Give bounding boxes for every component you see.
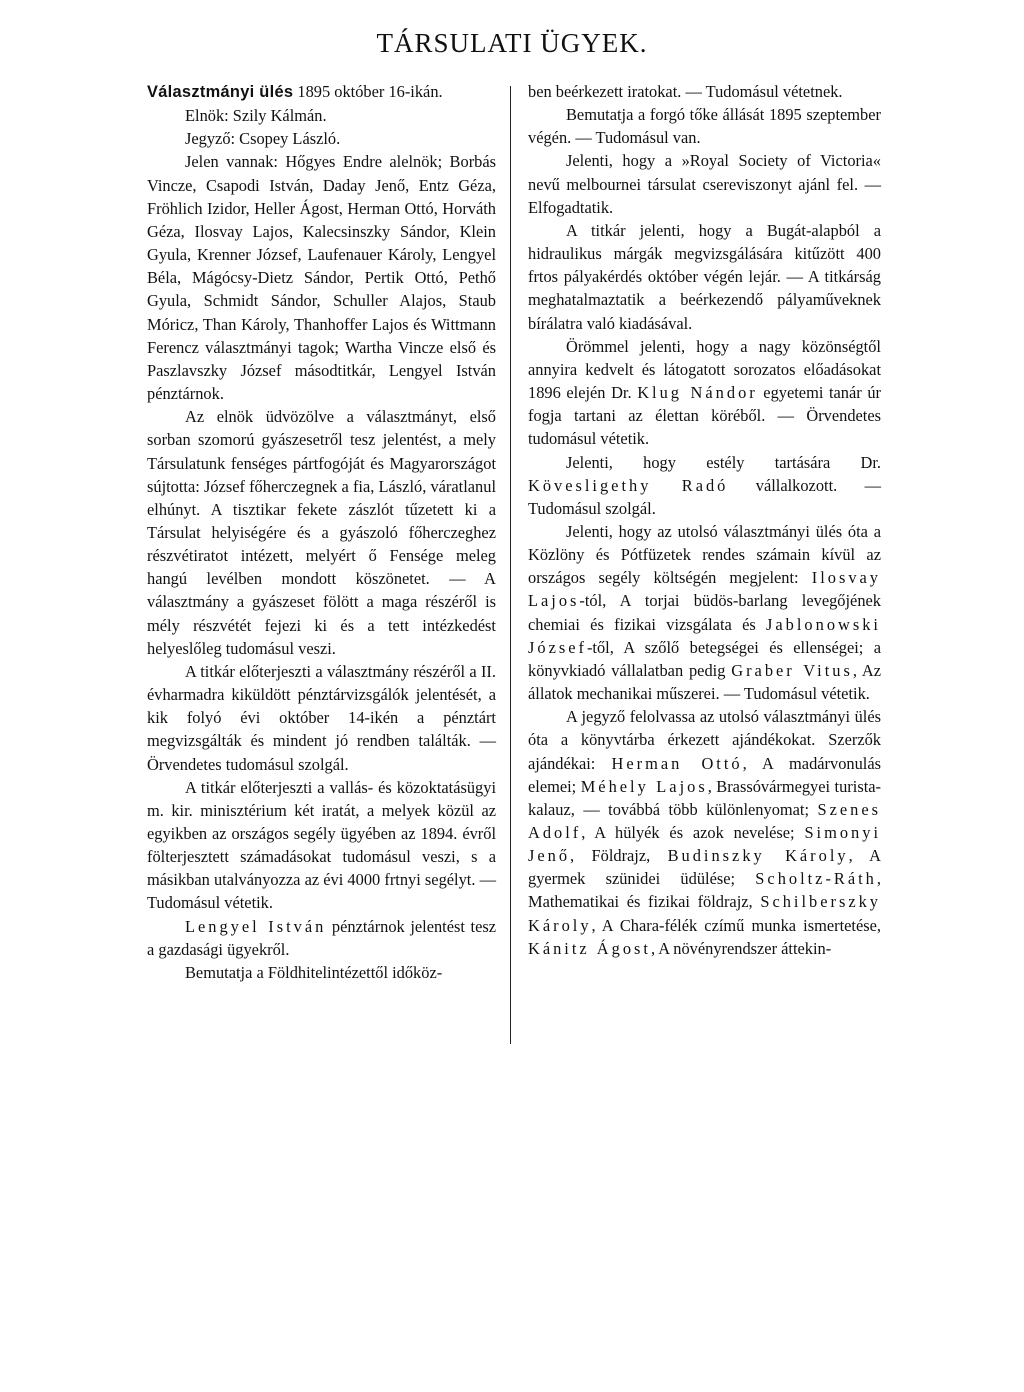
continued-paragraph: ben beérkezett iratokat. — Tudomásul vétetnek. (528, 82, 843, 101)
lib-text-h: , A Chara-félék czímű munka ismertetése, (591, 915, 881, 935)
lib-name-3: Szenes Adolf (528, 799, 881, 842)
klug-name: Klug Nándor (637, 383, 758, 403)
bugat-paragraph: A titkár jelenti, hogy a Bugát-alapból a hidraulikus márgák megvizsgálására kitűzött 400 frtos pályakérdés október végén lejár. — A titkárság meghatalmaztatik a beérkezendő pályaműveknek bírálatra való kiadásával. (528, 220, 881, 333)
lib-text-f: , A gyermek szünidei üdülése; (528, 846, 881, 889)
meeting-heading: Választmányi ülés (147, 83, 294, 101)
klug-text-a: Örömmel jelenti, hogy a nagy közönségtől annyira kedvelt és látogatott sorozatos előadásokat 1896 elején Dr. (528, 336, 881, 403)
pub-text-b: -tól, A torjai büdös-barlang levegőjének chemiai és fizikai vizsgálata és (528, 591, 881, 634)
pub-text-d: , Az állatok mechanikai műszerei. — Tudomásul vétetik. (528, 660, 881, 704)
right-column (528, 80, 881, 960)
ministry-paragraph: A titkár előterjeszti a vallás- és közoktatásügyi m. kir. minisztérium két iratát, a melyek közül az egyikben az országos segély ügyében az 1894. évről fölterjesztett számadásokat tudomásul veszi, s a másikban utalványozza az évi 4000 frtnyi segélyt. — Tudomásul vétetik. (147, 777, 496, 913)
evening-name: Kövesligethy Radó (528, 475, 729, 495)
evening-text-b: vállalkozott. — Tudomásul szolgál. (528, 475, 882, 518)
library-paragraph (528, 705, 881, 960)
lib-name-7: Schilberszky Károly (528, 892, 881, 935)
pub-name-2: Jablonowski József (528, 614, 881, 657)
lib-text-b: , A madárvonulás elemei; (528, 753, 881, 796)
treasurer-paragraph (147, 915, 496, 961)
lib-text-c: , Brassóvármegyei turista-kalauz, — továbbá több különlenyomat; (528, 776, 881, 819)
treasurer-name: Lengyel István (185, 916, 327, 936)
royal-society-paragraph: Jelenti, hogy a »Royal Society of Victoria« nevű melbournei társulat csereviszonyt ajánl fel. — Elfogadtatik. (528, 151, 881, 217)
lib-name-2: Méhely Lajos (580, 776, 708, 796)
treasurer-text: pénztárnok jelentést tesz a gazdasági ügyekről. (147, 916, 496, 959)
lib-name-1: Herman Ottó (611, 753, 743, 773)
pub-name-1: Ilosvay Lajos (528, 568, 881, 611)
evening-text-a: Jelenti, hogy estély tartására Dr. (566, 452, 881, 472)
secretary-line: Jegyző: Csopey László. (185, 129, 341, 149)
lib-text-a: A jegyző felolvassa az utolsó választmányi ülés óta a könyvtárba érkezett ajándékokat. Szerzők ajándékai: (528, 707, 881, 773)
lib-text-e: , Földrajz, (570, 846, 668, 866)
lib-name-4: Simonyi Jenő (528, 823, 881, 866)
land-bank-paragraph: Bemutatja a Földhitelintézettől időköz- (185, 962, 443, 982)
chair-line: Elnök: Szily Kálmán. (185, 106, 327, 126)
meeting-heading-paragraph (147, 80, 496, 104)
pub-text-c: -től, A szőlő betegségei és ellenségei; a könyvkiadó vállalatban pedig (528, 637, 881, 680)
publications-paragraph (528, 520, 881, 705)
evening-paragraph (528, 451, 881, 520)
present-paragraph: Jelen vannak: Hőgyes Endre alelnök; Borbás Vincze, Csapodi István, Daday Jenő, Entz Géza, Fröhlich Izidor, Heller Ágost, Herman Ottó, Horváth Géza, Ilosvay Lajos, Kalecsinszky Sándor, Klein Gyula, Krenner József, Laufenauer Károly, Lengyel Béla, Mágócsy-Dietz Sándor, Pertik Ottó, Pethő Gyula, Schmidt Sándor, Schuller Alajos, Staub Móricz, Than Károly, Thanhoffer Lajos és Wittmann Ferencz választmányi tagok; Wartha Vincze első és Paszlavszky József másodtitkár, Lengyel István pénztárnok. (147, 152, 496, 404)
lib-name-5: Budinszky Károly (667, 846, 849, 866)
chair-greets-paragraph: Az elnök üdvözölve a választmányt, első sorban szomorú gyászesetről tesz jelentést, a mely Társulatunk fenséges pártfogóját és Magyarországot sújtotta: József főherczegnek a fia, László, váratlanul elhúnyt. A tisztikar fekete zászlót tűzetett ki a Társulat helyiségére és a gyászoló főherczeghez részvétiratot intézett, melyért ő Fensége meleg hangú levélben mondott köszönetet. — A választmány a gyászeset fölött a maga részéről is mély részvétét fejezi ki és a tett intézkedést helyeslőleg tudomásul veszi. (147, 407, 496, 658)
page-title: TÁRSULATI ÜGYEK. (376, 28, 648, 58)
left-column (147, 80, 496, 984)
capital-paragraph: Bemutatja a forgó tőke állását 1895 szeptember végén. — Tudomásul van. (528, 105, 881, 148)
pub-name-3: Graber Vitus (731, 660, 853, 680)
pub-text-a: Jelenti, hogy az utolsó választmányi ülés óta a Közlöny és Pótfüzetek rendes számain kívül az országos segély költségén megjelent: (528, 521, 881, 588)
lib-name-6: Scholtz-Ráth (755, 869, 877, 889)
klug-text-b: egyetemi tanár úr fogja tartani az élettan köréből. — Örvendetes tudomásul vétetik. (528, 383, 881, 449)
lib-text-i: , A növényrendszer áttekin- (650, 938, 832, 958)
lib-text-d: , A hülyék és azok nevelése; (581, 823, 805, 842)
lib-text-g: , Mathematikai és fizikai földrajz, (528, 869, 881, 912)
meeting-date: 1895 október 16-ikán. (293, 82, 443, 101)
auditors-paragraph: A titkár előterjeszti a választmány részéről a II. évharmadra kiküldött pénztárvizsgálók jelentését, a kik folyó évi október 14-ikén a pénztárt megvizsgálták és mindent jó rendben találták. — Örvendetes tudomásul szolgál. (147, 661, 496, 774)
lib-name-8: Kánitz Ágost (528, 938, 651, 958)
klug-paragraph (528, 335, 881, 451)
column-divider (510, 86, 511, 1044)
